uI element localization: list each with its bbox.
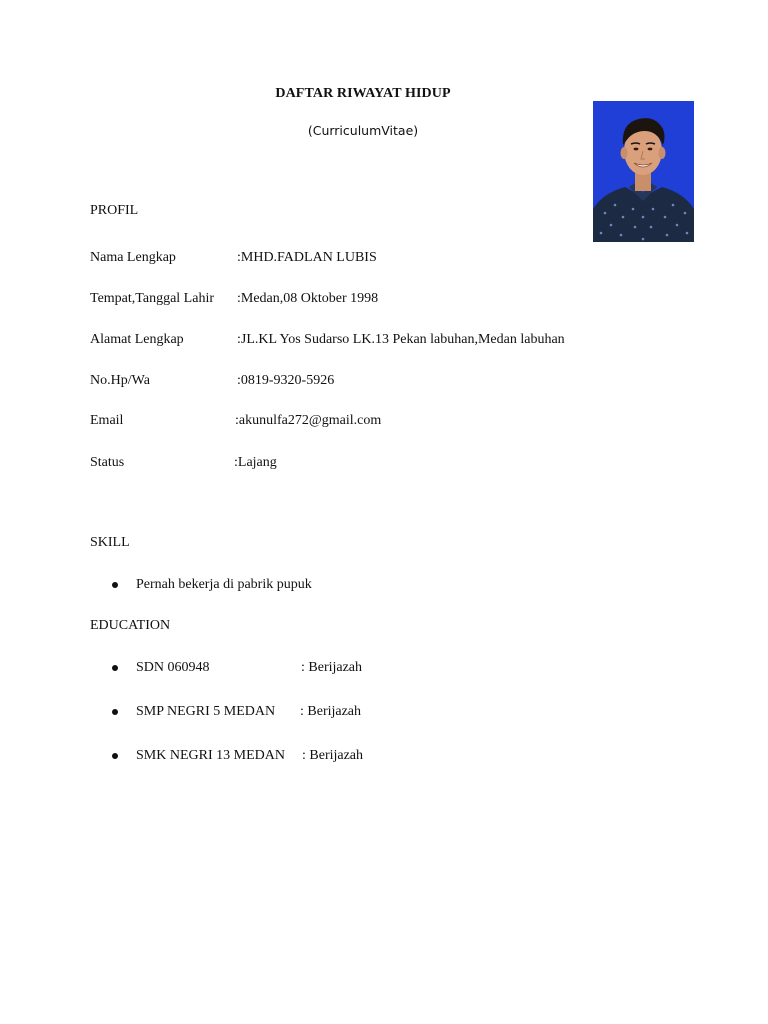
field-value: :0819-9320-5926: [237, 373, 335, 388]
profile-row-address: [90, 332, 690, 350]
field-label: Status: [90, 455, 125, 470]
profile-heading: PROFIL: [90, 203, 139, 218]
portrait-illustration: [593, 101, 694, 242]
skill-text: Pernah bekerja di pabrik pupuk: [136, 577, 312, 592]
field-label: Email: [90, 413, 124, 428]
profile-photo: [593, 101, 694, 242]
bullet-icon: [112, 753, 118, 759]
field-label: No.Hp/Wa: [90, 373, 150, 388]
list-item: [112, 577, 512, 595]
profile-row-birth: [90, 291, 690, 309]
school-status: : Berijazah: [301, 660, 363, 675]
profile-row-status: [90, 455, 690, 473]
school-status: : Berijazah: [300, 704, 362, 719]
school-name: SMK NEGRI 13 MEDAN: [136, 748, 285, 763]
field-value: :MHD.FADLAN LUBIS: [237, 250, 377, 265]
list-item: [112, 660, 512, 678]
field-label: Alamat Lengkap: [90, 332, 184, 347]
bullet-icon: [112, 709, 118, 715]
document-subtitle: (CurriculumVitae): [307, 123, 419, 138]
school-status: : Berijazah: [302, 748, 364, 763]
profile-row-phone: [90, 373, 690, 391]
skill-heading: SKILL: [90, 535, 130, 550]
field-label: Tempat,Tanggal Lahir: [90, 291, 214, 306]
profile-row-name: [90, 250, 690, 268]
field-value: :JL.KL Yos Sudarso LK.13 Pekan labuhan,Medan labuhan: [237, 332, 565, 347]
document-title: DAFTAR RIWAYAT HIDUP: [275, 86, 451, 101]
profile-row-email: [90, 413, 690, 431]
school-name: SDN 060948: [136, 660, 210, 675]
bullet-icon: [112, 665, 118, 671]
school-name: SMP NEGRI 5 MEDAN: [136, 704, 276, 719]
list-item: [112, 704, 512, 722]
education-heading: EDUCATION: [90, 618, 171, 633]
bullet-icon: [112, 582, 118, 588]
list-item: [112, 748, 512, 766]
field-value: :Medan,08 Oktober 1998: [237, 291, 379, 306]
field-label: Nama Lengkap: [90, 250, 176, 265]
field-value: :Lajang: [234, 455, 277, 470]
field-value: :akunulfa272@gmail.com: [235, 413, 382, 428]
